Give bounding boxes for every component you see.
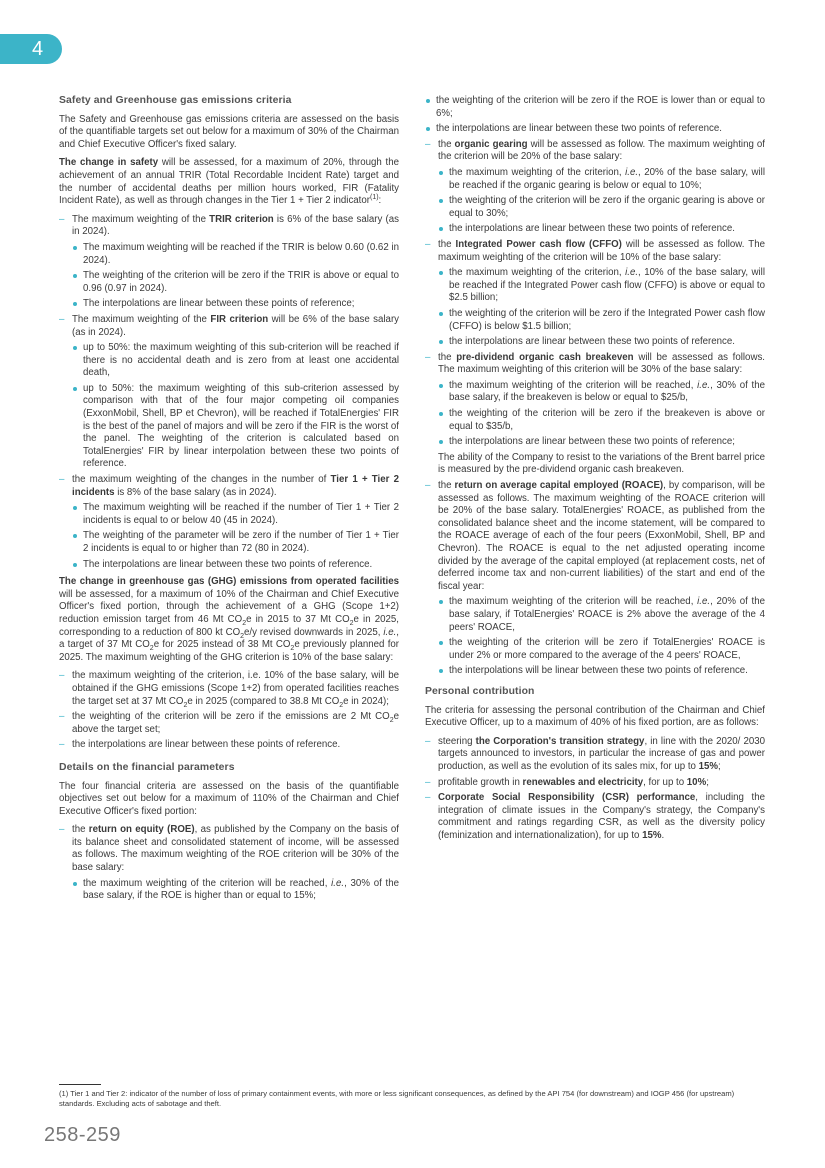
heading-financial: Details on the financial parameters bbox=[59, 761, 235, 773]
roe-sublist-cont bbox=[425, 95, 765, 136]
cffo-criterion: – the Integrated Power cash flow (CFFO) will be assessed as follow. The maximum weighting of the criterion will be 10% of the base salary: the maximum weighting of the criterion, i.e., 10% of the base salary, will be reached if the Integrated Power cash flow (CFFO) is above or equal to $2.5 billion; the weighting of the criterion will be zero if the Integrated Power cash flow (CFFO) is below $1.5 billion; the interpolations are linear between these two points of reference. bbox=[425, 239, 765, 349]
list-item: the weighting of the criterion will be zero if TotalEnergies' ROACE is under 2% or more compared to the average of the 4 peers' ROACE, bbox=[438, 637, 765, 662]
list-item: the interpolations are linear between these two points of reference. bbox=[438, 223, 765, 236]
roe-sublist bbox=[72, 878, 399, 903]
list-item: up to 50%: the maximum weighting of this sub-criterion will be reached if there is no accidental death and is zero from at least one accidental death, bbox=[72, 342, 399, 380]
list-item: The weighting of the criterion will be zero if the TRIR is above or equal to 0.96 (0.97 in 2024). bbox=[72, 270, 399, 295]
footnote: (1) Tier 1 and Tier 2: indicator of the number of loss of primary containment events, with more or less significant consequences, as defined by the API 754 (for downstream) and IOGP 456 (for upstream) standards. Excluding acts of sabotage and theft. bbox=[59, 1089, 735, 1108]
list-item: the interpolations are linear between these two points of reference. bbox=[438, 336, 765, 349]
list-item: the maximum weighting of the criterion, i.e., 20% of the base salary, will be reached if the organic gearing is below or equal to 10%; bbox=[438, 167, 765, 192]
list-item: – Corporate Social Responsibility (CSR) performance, including the integration of climate issues in the Company's strategy, the Company's commitment and ratings regarding CSR, as well as the diversity policy (feminization and internationalization), for up to 15%. bbox=[425, 792, 765, 842]
list-item: the weighting of the criterion will be zero if the organic gearing is above or equal to 30%; bbox=[438, 195, 765, 220]
personal-list bbox=[425, 736, 765, 843]
financial-paragraph: The four financial criteria are assessed on the basis of the quantifiable objectives set out below for a maximum of 110% of the Chairman and Chief Executive Officer's fixed portion: bbox=[59, 780, 399, 817]
list-item: The maximum weighting will be reached if the number of Tier 1 + Tier 2 incidents is equal to or below 40 (45 in 2024). bbox=[72, 502, 399, 527]
trir-criterion: – The maximum weighting of the TRIR criterion is 6% of the base salary (as in 2024). The maximum weighting will be reached if the TRIR is below 0.60 (0.62 in 2024). The weighting of the criterion will be zero if the TRIR is above or equal to 0.96 (0.97 in 2024). The interpolations are linear between these points of reference; bbox=[59, 214, 399, 311]
list-item: the interpolations are linear between these two points of reference; bbox=[438, 436, 765, 449]
list-item: the maximum weighting of the criterion will be reached, i.e., 30% of the base salary, if the ROE is higher than or equal to 15%; bbox=[72, 878, 399, 903]
heading-safety-ghg: Safety and Greenhouse gas emissions criteria bbox=[59, 95, 292, 106]
list-item: up to 50%: the maximum weighting of this sub-criterion assessed by comparison with that of the four major competing oil companies (ExxonMobil, Shell, BP et Chevron), will be reached if TotalEnergies' FIR is the best of the panel of majors and will be zero if the FIR is the worst of the panel. The weighting of the criterion is calculated based on TotalEnergies' FIR by linear interpolation between these two points of reference. bbox=[72, 383, 399, 471]
fir-sublist bbox=[72, 342, 399, 471]
footnote-ref: (1) bbox=[369, 193, 379, 201]
ghg-list bbox=[59, 670, 399, 752]
list-item: the weighting of the criterion will be zero if the ROE is lower than or equal to 6%; bbox=[425, 95, 765, 120]
roe-criterion: – the return on equity (ROE), as published by the Company on the basis of its balance sheet and consolidated statement of income, will be assessed as follows. The maximum weighting of the ROE criterion will be 30% of the base salary: the maximum weighting of the criterion will be reached, i.e., 30% of the base salary, if the ROE is higher than or equal to 15%; bbox=[59, 824, 399, 903]
list-item: the interpolations are linear between these two points of reference. bbox=[425, 123, 765, 136]
list-item: the maximum weighting of the criterion will be reached, i.e., 30% of the base salary, if the breakeven is below or equal to $25/b, bbox=[438, 380, 765, 405]
list-item: the weighting of the criterion will be zero if the Integrated Power cash flow (CFFO) is below $1.5 billion; bbox=[438, 308, 765, 333]
intro-paragraph: The Safety and Greenhouse gas emissions criteria are assessed on the basis of the quantifiable targets set out below for a maximum of 30% of the Chairman and Chief Executive Officer's fixed salary. bbox=[59, 113, 399, 150]
roace-criterion: – the return on average capital employed (ROACE), by comparison, will be assessed as follows. The maximum weighting of the ROACE criterion will be 20% of the base salary. TotalEnergies' ROACE, as published from the consolidated balance sheet and the income statement, will be compared to the ROACE average of each of the four peers (ExxonMobil, Shell, BP and Chevron). The ROACE is equal to the net adjusted operating income divided by the average of the capital employed (at replacement costs, net of deferred income tax and non-current liabilities) of the start and end of the fiscal year: the maximum weighting of the criterion will be reached, i.e., 20% of the base salary, if TotalEnergies' ROACE is 2% above the average of the 4 peers' ROACE, the weighting of the criterion will be zero if TotalEnergies' ROACE is under 2% or more compared to the average of the 4 peers' ROACE, the interpolations will be linear between these two points of reference. bbox=[425, 480, 765, 678]
page-number: 258-259 bbox=[44, 1124, 121, 1146]
list-item: The weighting of the parameter will be zero if the number of Tier 1 + Tier 2 incidents is equal to or higher than 72 (80 in 2024). bbox=[72, 530, 399, 555]
financial-criteria-list bbox=[425, 139, 765, 678]
roe-list bbox=[59, 824, 399, 903]
personal-paragraph: The criteria for assessing the personal contribution of the Chairman and Chief Executive Officer, up to a maximum of 40% of his fixed portion, are as follows: bbox=[425, 704, 765, 729]
list-item: – the weighting of the criterion will be zero if the emissions are 2 Mt $CO_2e$ above the target set; bbox=[59, 711, 399, 736]
list-item: – profitable growth in renewables and electricity, for up to 10%; bbox=[425, 777, 765, 790]
gearing-sublist bbox=[438, 167, 765, 236]
trir-sublist bbox=[72, 242, 399, 311]
list-item: the maximum weighting of the criterion, i.e., 10% of the base salary, will be reached if the Integrated Power cash flow (CFFO) is above or equal to $2.5 billion; bbox=[438, 267, 765, 305]
list-item: the weighting of the criterion will be zero if the breakeven is above or equal to $35/b, bbox=[438, 408, 765, 433]
list-item: The maximum weighting will be reached if the TRIR is below 0.60 (0.62 in 2024). bbox=[72, 242, 399, 267]
chapter-tab bbox=[0, 34, 62, 64]
list-item: – steering the Corporation's transition strategy, in line with the 2020/ 2030 targets announced to investors, in particular the increase of gas and power production, as well as the evolution of its sales mix, for up to 15%; bbox=[425, 736, 765, 774]
safety-paragraph: The change in safety will be assessed, for a maximum of 20%, through the achievement of an annual TRIR (Total Recordable Incident Rate) target and the number of accidental deaths per million hours worked, FIR (Fatality Incident Rate), as well as through changes in the Tier 1 + Tier 2 indicator$^{(1)}$: bbox=[59, 157, 400, 207]
organic-gearing-criterion: – the organic gearing will be assessed as follow. The maximum weighting of the criterion will be 20% of the base salary: the maximum weighting of the criterion, i.e., 20% of the base salary, will be reached if the organic gearing is below or equal to 10%; the weighting of the criterion will be zero if the organic gearing is above or equal to 30%; the interpolations are linear between these two points of reference. bbox=[425, 139, 765, 236]
list-item: the interpolations will be linear between these two points of reference. bbox=[438, 665, 765, 678]
left-column bbox=[59, 95, 399, 908]
list-item: the maximum weighting of the criterion will be reached, i.e., 20% of the base salary, if TotalEnergies' ROACE is 2% above the average of the 4 peers' ROACE, bbox=[438, 596, 765, 634]
list-item: The interpolations are linear between these two points of reference. bbox=[72, 559, 399, 572]
tier-criterion: – the maximum weighting of the changes in the number of Tier 1 + Tier 2 incidents is 8% of the base salary (as in 2024). The maximum weighting will be reached if the number of Tier 1 + Tier 2 incidents is equal to or below 40 (45 in 2024). The weighting of the parameter will be zero if the number of Tier 1 + Tier 2 incidents is equal to or higher than 72 (80 in 2024). The interpolations are linear between these two points of reference. bbox=[59, 474, 399, 571]
ghg-paragraph: The change in greenhouse gas (GHG) emissions from operated facilities will be assessed, for a maximum of 10% of the Chairman and Chief Executive Officer's fixed portion, through the achievement of a GHG (Scope 1+2) reduction emission target from 46 Mt $CO_2e$ in 2015 to 37 Mt $CO_2e$ in 2025, corresponding to a reduction of 800 kt $CO_2e/y$ revised downwards in 2025, i.e., a target of 37 Mt $CO_2e$ for 2025 instead of 38 Mt $CO_2e$ previously planned for 2025. The maximum weighting of the GHG criterion is 10% of the base salary: bbox=[59, 576, 400, 663]
list-item: – the interpolations are linear between these points of reference. bbox=[59, 739, 399, 752]
list-item: The interpolations are linear between these points of reference; bbox=[72, 298, 399, 311]
fir-criterion: – The maximum weighting of the FIR criterion will be 6% of the base salary (as in 2024). up to 50%: the maximum weighting of this sub-criterion will be reached if there is no accidental death and is zero from at least one accidental death, up to 50%: the maximum weighting of this sub-criterion assessed by comparison with that of the four major competing oil companies (ExxonMobil, Shell, BP et Chevron), will be reached if TotalEnergies' FIR is the best of the panel of majors and will be zero if the FIR is the worst of the panel. The weighting of the criterion is calculated based on TotalEnergies' FIR by linear interpolation between these two points of reference. bbox=[59, 314, 399, 471]
heading-personal: Personal contribution bbox=[425, 685, 535, 697]
footnote-divider bbox=[59, 1084, 101, 1085]
right-column bbox=[425, 95, 765, 847]
chapter-number: 4 bbox=[32, 38, 44, 60]
breakeven-sublist bbox=[438, 380, 765, 449]
roace-sublist bbox=[438, 596, 765, 678]
tier-sublist bbox=[72, 502, 399, 571]
list-item: – the maximum weighting of the criterion, i.e. 10% of the base salary, will be obtained if the GHG emissions (Scope 1+2) from operated facilities reaches the target set at 37 Mt $CO_2e$ in 2025 (compared to 38.8 Mt $CO_2e$ in 2024); bbox=[59, 670, 399, 708]
breakeven-note: The ability of the Company to resist to the variations of the Brent barrel price is measured by the pre-dividend organic cash breakeven. bbox=[438, 451, 765, 476]
cffo-sublist bbox=[438, 267, 765, 349]
breakeven-criterion: – the pre-dividend organic cash breakeven will be assessed as follows. The maximum weighting of this criterion will be 30% of the base salary: the maximum weighting of the criterion will be reached, i.e., 30% of the base salary, if the breakeven is below or equal to $25/b, the weighting of the criterion will be zero if the breakeven is above or equal to $35/b, the interpolations are linear between these two points of reference; The ability of the Company to resist to the variations of the Brent barrel price is measured by the pre-dividend organic cash breakeven. bbox=[425, 352, 765, 477]
safety-criteria-list bbox=[59, 214, 399, 571]
